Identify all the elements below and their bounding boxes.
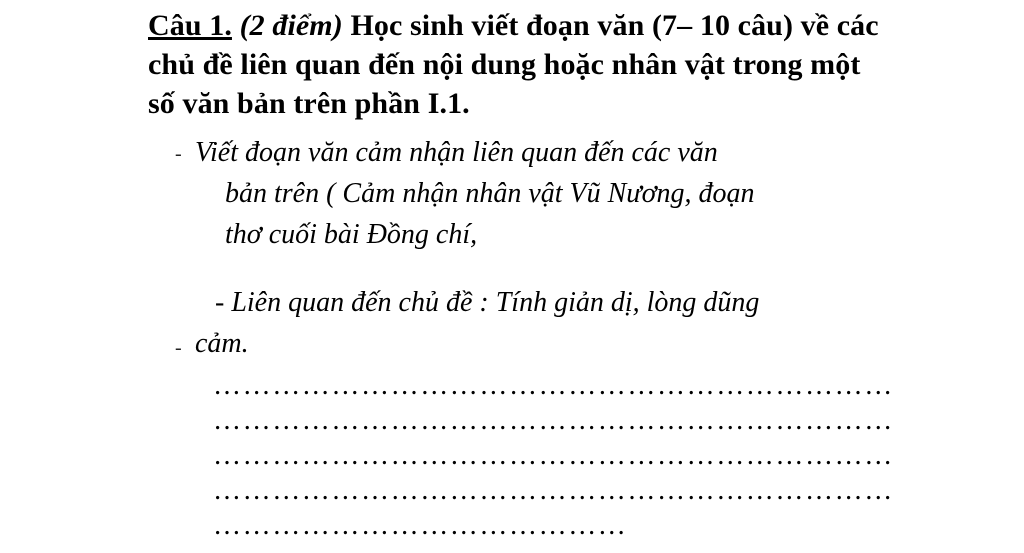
answer-line: ……………………………………………………………: [213, 475, 894, 506]
answer-line: ……………………………………………………………: [213, 405, 894, 436]
answer-lines: [213, 368, 913, 543]
bullet-line: thơ cuối bài Đồng chí,: [225, 219, 478, 250]
question-number: Câu 1.: [148, 9, 232, 42]
bullet-line: cảm.: [195, 328, 249, 359]
bullet-item-2: [195, 282, 905, 364]
answer-guidance: [175, 132, 905, 364]
bullet-marker-empty: -: [175, 337, 182, 359]
bullet-text-1: [195, 132, 905, 255]
bullet-item-1: [175, 132, 905, 255]
question-points: (2 điểm): [239, 9, 343, 42]
bullet-line: Viết đoạn văn cảm nhận liên quan đến các văn: [195, 137, 718, 168]
bullet-line: bản trên ( Cảm nhận nhân vật Vũ Nương, đoạn: [225, 178, 755, 209]
bullet-marker: -: [175, 143, 182, 165]
answer-line: ……………………………………: [213, 510, 628, 541]
bullet-line: - Liên quan đến chủ đề : Tính giản dị, lòng dũng: [215, 287, 760, 318]
answer-line: ……………………………………………………………: [213, 370, 894, 401]
question-heading: [148, 6, 888, 123]
question-text: Học sinh viết đoạn văn (7– 10 câu) về các chủ đề liên quan đến nội dung hoặc nhân vật trong một số văn bản trên phần I.1.: [148, 9, 879, 120]
answer-line: ……………………………………………………………: [213, 440, 894, 471]
